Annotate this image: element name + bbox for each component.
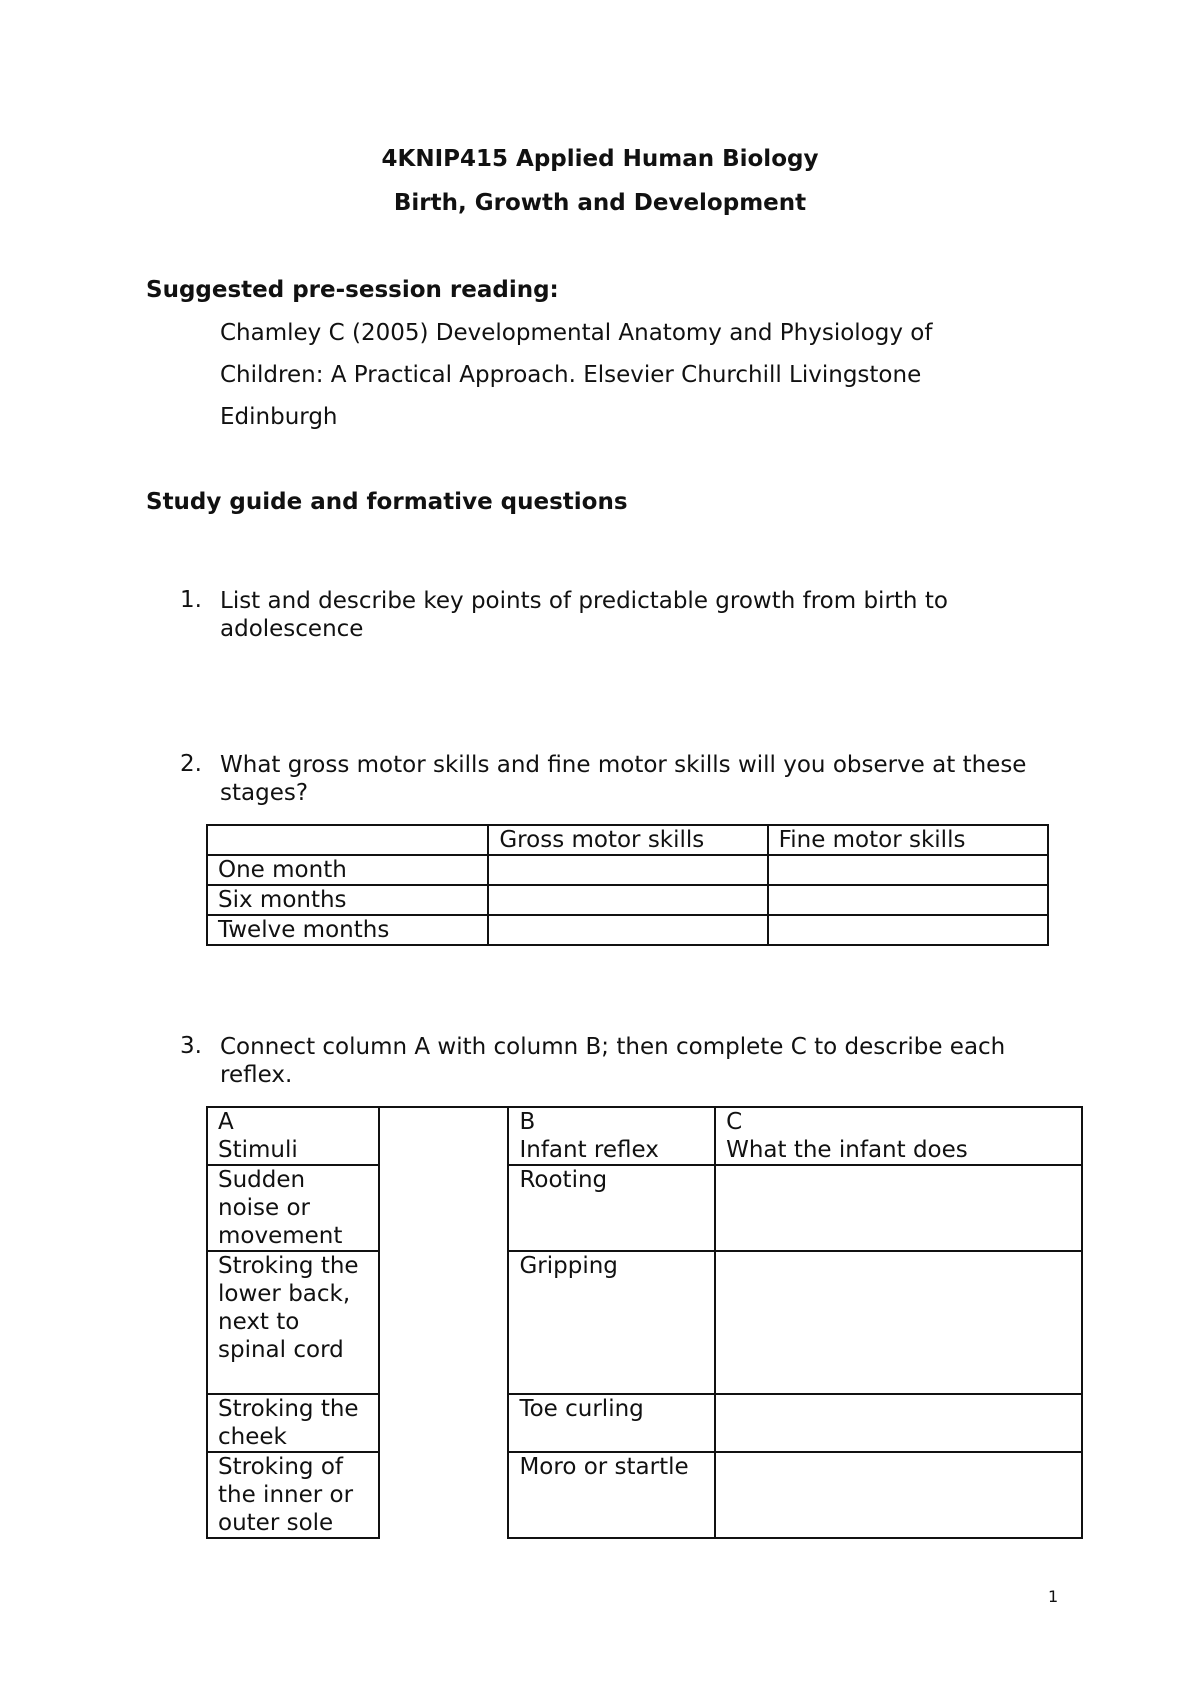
stimulus-cell: Stroking of the inner or outer sole [207, 1452, 379, 1538]
table-cell[interactable] [768, 885, 1048, 915]
page-number: 1 [1048, 1587, 1059, 1606]
description-cell[interactable] [715, 1394, 1082, 1452]
course-title: 4KNIP415 Applied Human Biology [381, 146, 819, 172]
table-row [207, 1251, 1082, 1394]
table-row-label: Six months [207, 885, 488, 915]
reading-line-1: Chamley C (2005) Developmental Anatomy and Physiology of [220, 320, 933, 346]
table-header-cell [207, 825, 488, 855]
stimulus-cell: Stroking the cheek [207, 1394, 379, 1452]
table-row-label: Twelve months [207, 915, 488, 945]
table-row [207, 825, 1048, 855]
description-cell[interactable] [715, 1165, 1082, 1251]
question-3-text: Connect column A with column B; then complete C to describe each reflex. [220, 1034, 1006, 1088]
question-3-number: 3. [180, 1033, 202, 1059]
connector-column[interactable] [379, 1107, 509, 1538]
reading-heading: Suggested pre-session reading: [146, 277, 559, 303]
table-cell[interactable] [488, 855, 767, 885]
reflex-cell: Gripping [508, 1251, 715, 1394]
description-cell[interactable] [715, 1452, 1082, 1538]
question-1-text: List and describe key points of predictable growth from birth to adolescence [220, 588, 948, 642]
reflex-table [206, 1106, 1083, 1539]
reflex-cell: Toe curling [508, 1394, 715, 1452]
table-cell[interactable] [768, 915, 1048, 945]
motor-skills-table [206, 824, 1049, 946]
topic-title: Birth, Growth and Development [393, 190, 807, 216]
table-row [207, 1394, 1082, 1452]
question-2-number: 2. [180, 751, 202, 777]
reflex-cell: Rooting [508, 1165, 715, 1251]
table-row [207, 1165, 1082, 1251]
table-row [207, 915, 1048, 945]
reflex-cell: Moro or startle [508, 1452, 715, 1538]
table-cell[interactable] [768, 855, 1048, 885]
stimulus-cell: Stroking the lower back, next to spinal cord [207, 1251, 379, 1394]
table-header-cell: Fine motor skills [768, 825, 1048, 855]
table-cell[interactable] [488, 915, 767, 945]
table-row [207, 1107, 1082, 1165]
table-row-label: One month [207, 855, 488, 885]
reading-line-3: Edinburgh [220, 404, 338, 430]
table-cell[interactable] [488, 885, 767, 915]
table-row [207, 885, 1048, 915]
column-c-header: C What the infant does [715, 1107, 1082, 1165]
stimulus-cell: Sudden noise or movement [207, 1165, 379, 1251]
column-a-header: A Stimuli [207, 1107, 379, 1165]
question-2-text: What gross motor skills and fine motor skills will you observe at these stages? [220, 752, 1027, 806]
question-1-number: 1. [180, 587, 202, 613]
table-row [207, 855, 1048, 885]
description-cell[interactable] [715, 1251, 1082, 1394]
table-row [207, 1452, 1082, 1538]
table-header-cell: Gross motor skills [488, 825, 767, 855]
study-guide-heading: Study guide and formative questions [146, 489, 628, 515]
column-b-header: B Infant reflex [508, 1107, 715, 1165]
reading-line-2: Children: A Practical Approach. Elsevier Churchill Livingstone [220, 362, 922, 388]
